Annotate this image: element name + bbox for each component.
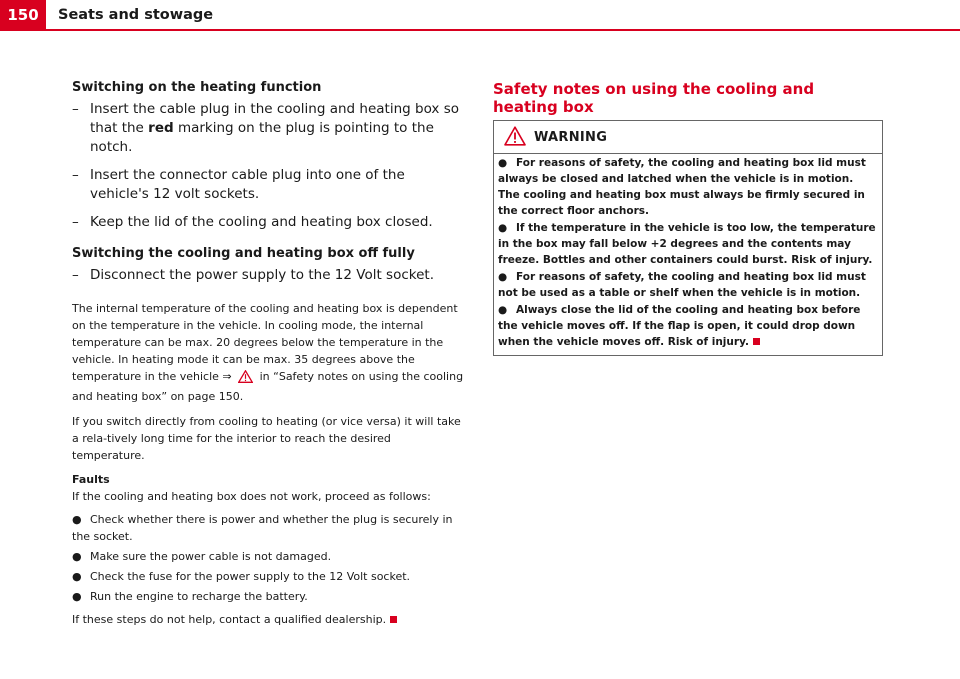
end-mark-icon (753, 338, 760, 345)
paragraph-switch-mode: If you switch directly from cooling to heating (or vice versa) it will take a rela-tively long time for the interior to reach the desired temperature. (72, 415, 461, 462)
warning-item: ● For reasons of safety, the cooling and heating box lid must always be closed and latched when the vehicle is in motion. The cooling and heating box must always be firmly secured in the correct floor anchors. (498, 157, 866, 217)
fault-item: ● Run the engine to recharge the battery. (72, 590, 308, 603)
faults-intro: If the cooling and heating box does not work, proceed as follows: (72, 490, 431, 503)
warning-icon (504, 126, 526, 146)
section-title: Safety notes on using the cooling and heating box (493, 80, 883, 121)
step-insert-connector: – Insert the connector cable plug into one of the vehicle's 12 volt sockets. (72, 167, 405, 202)
left-column (72, 80, 464, 636)
reference-arrow: ⇒ (222, 370, 232, 383)
page-number: 150 (0, 0, 46, 30)
heading-faults: Faults (72, 473, 110, 486)
step-keep-lid-closed: – Keep the lid of the cooling and heating box closed. (72, 214, 433, 230)
header-rule (0, 29, 960, 31)
warning-triangle-icon (238, 370, 253, 388)
fault-item: ● Make sure the power cable is not damaged. (72, 550, 332, 563)
fault-item: ● Check whether there is power and whether the plug is securely in the socket. (72, 513, 453, 543)
fault-item: ● Check the fuse for the power supply to the 12 Volt socket. (72, 570, 411, 583)
heading-switch-off: Switching the cooling and heating box off fully (72, 246, 415, 261)
page-header (0, 0, 960, 32)
warning-label: WARNING (534, 130, 608, 145)
heading-switch-on: Switching on the heating function (72, 80, 322, 95)
warning-item: ● For reasons of safety, the cooling and heating box lid must not be used as a table or shelf when the vehicle is in motion. (498, 271, 866, 299)
step-insert-cable: – Insert the cable plug in the cooling and heating box so that the red marking on the plug is pointing to the notch. (72, 101, 459, 155)
chapter-title: Seats and stowage (58, 7, 214, 23)
warning-item: ● Always close the lid of the cooling and heating box before the vehicle moves off. If the flap is open, it could drop down when the vehicle moves off. Risk of injury. (498, 304, 861, 348)
end-mark-icon (390, 616, 397, 623)
closing-paragraph: If these steps do not help, contact a qualified dealership. (72, 611, 464, 628)
warning-body (494, 154, 882, 355)
warning-item: ● If the temperature in the vehicle is too low, the temperature in the box may fall below +2 degrees and the contents may freeze. Bottles and other containers could burst. Risk of injury. (498, 222, 876, 266)
warning-header (494, 121, 882, 154)
paragraph-temperature: The internal temperature of the cooling and heating box is dependent on the temperature in the vehicle. In cooling mode, the internal temperature can be max. 20 degrees below the temperature in the vehicle. In heating mode it can be max. 35 degrees above the temperature in the vehicle ⇒ in “Safety notes on using the cooling and heating box” on page 150. (72, 302, 464, 403)
warning-box (493, 120, 883, 356)
step-disconnect: – Disconnect the power supply to the 12 Volt socket. (72, 267, 434, 283)
